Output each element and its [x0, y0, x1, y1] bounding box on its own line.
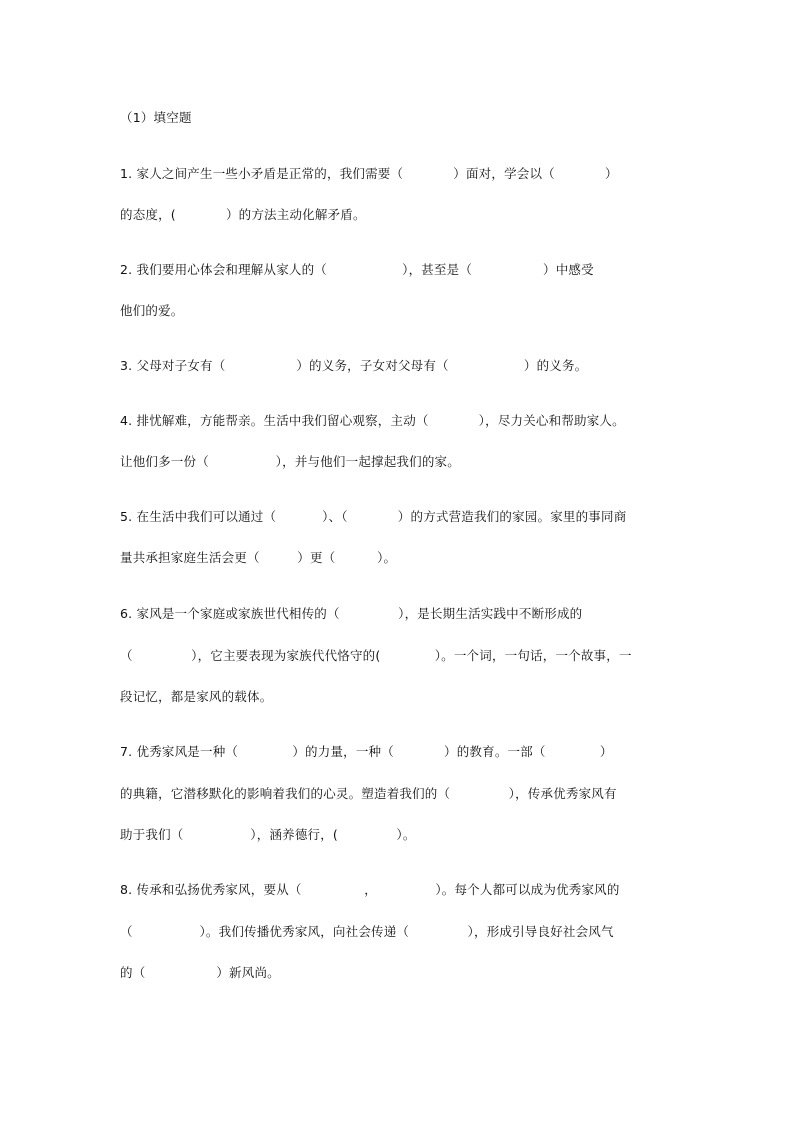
question-3-line-1: 3. 父母对子女有（ ）的义务，子女对父母有（ ）的义务。	[120, 358, 588, 373]
section-title: （1）填空题	[120, 110, 192, 125]
question-2-line-2: 他们的爱。	[120, 303, 184, 318]
question-7-line-1: 7. 优秀家风是一种（ ）的力量，一种（ ）的教育。一部（ ）	[120, 744, 613, 759]
question-7-line-3: 助于我们（ ），涵养德行，( ）。	[120, 827, 416, 842]
question-6-line-3: 段记忆，都是家风的载体。	[120, 689, 273, 704]
question-8-line-3: 的（ ）新风尚。	[120, 965, 280, 980]
question-8-line-2: （ ）。我们传播优秀家风，向社会传递（ ），形成引导良好社会风气	[120, 924, 614, 939]
question-6-line-1: 6. 家风是一个家庭或家族世代相传的（ ），是长期生活实践中不断形成的	[120, 606, 583, 621]
question-8-line-1: 8. 传承和弘扬优秀家风，要从（ ， ）。每个人都可以成为优秀家风的	[120, 882, 620, 897]
question-1-line-2: 的态度，( ）的方法主动化解矛盾。	[120, 207, 366, 222]
question-4-line-1: 4. 排忧解难，方能帮亲。生活中我们留心观察，主动（ ），尽力关心和帮助家人。	[120, 413, 625, 428]
question-1-line-1: 1. 家人之间产生一些小矛盾是正常的，我们需要（ ）面对，学会以（ ）	[120, 166, 618, 181]
question-5-line-2: 量共承担家庭生活会更（ ）更（ ）。	[120, 550, 397, 565]
question-7-line-2: 的典籍，它潜移默化的影响着我们的心灵。塑造着我们的（ ），传承优秀家风有	[120, 786, 617, 801]
question-5-line-1: 5. 在生活中我们可以通过（ ）、（ ）的方式营造我们的家园。家里的事同商	[120, 509, 627, 524]
question-2-line-1: 2. 我们要用心体会和理解从家人的（ ），甚至是（ ）中感受	[120, 262, 594, 277]
question-6-line-2: （ ），它主要表现为家族代代恪守的( ）。一个词，一句话，一个故事，一	[120, 648, 632, 663]
question-4-line-2: 让他们多一份（ ），并与他们一起撑起我们的家。	[120, 454, 460, 469]
